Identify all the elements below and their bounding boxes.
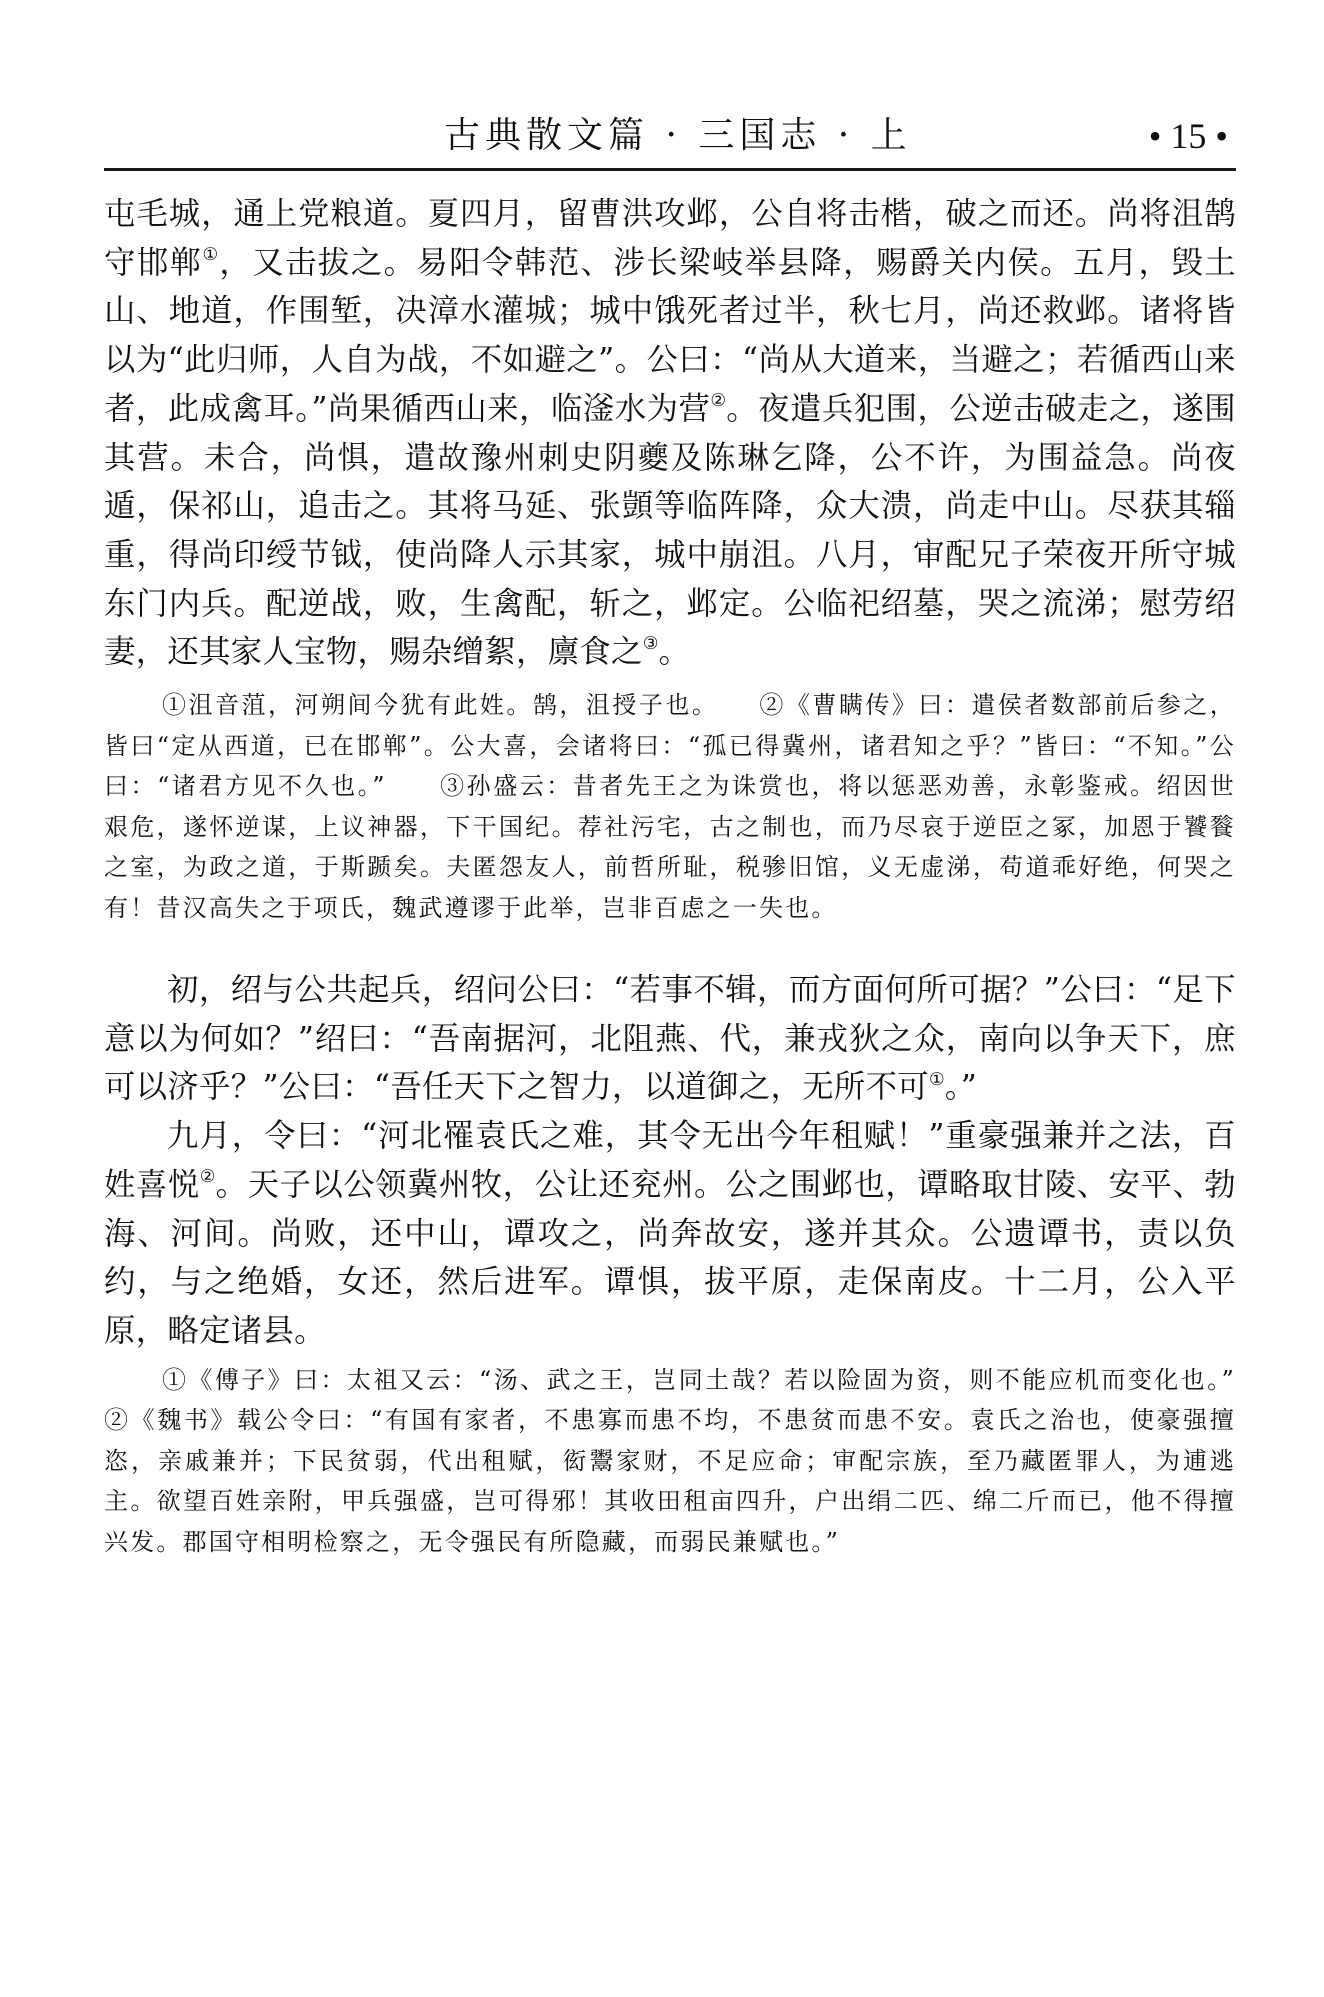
annotation-3: ③孙盛云：昔者先王之为诛赏也，将以惩恶劝善，永彰鉴戒。绍因世艰危，遂怀逆谋，上议神器，下干国纪。荐社污宅，古之制也，而乃尽哀于逆臣之冢，加恩于饕餮之室，为政之道，于斯踬矣。夫匿怨友人，前哲所耻，税骖旧馆，义无虚涕，苟道乖好绝，何哭之有！昔汉高失之于项氏，魏武遵谬于此举，岂非百虑之一失也。 (104, 772, 1236, 922)
spacer (104, 677, 1236, 685)
main-paragraph-2-text-b: 。” (944, 1069, 978, 1106)
main-paragraph-1-text-a: 屯毛城，通上党粮道。夏四月，留曹洪攻邺，公自将击楷，破之而还。尚将沮鹄守邯郸 (104, 196, 1236, 281)
footnote-marker-2: ② (710, 390, 727, 411)
main-paragraph-3-text-a: 九月，令曰：“河北罹袁氏之难，其令无出今年租赋！”重豪强兼并之法，百姓喜悦 (104, 1118, 1236, 1203)
main-paragraph-2 (104, 966, 1236, 1112)
section-spacer (104, 928, 1236, 966)
page-body (104, 190, 1236, 1562)
annotation-1: ①沮音菹，河朔间今犹有此姓。鹄，沮授子也。 (162, 691, 707, 720)
running-header (104, 108, 1236, 172)
footnote-marker-2b: ② (199, 1166, 216, 1187)
running-header-title: 古典散文篇 · 三国志 · 上 (444, 115, 912, 156)
main-paragraph-1-text-c: 。夜遣兵犯围，公逆击破走之，遂围其营。未合，尚惧，遣故豫州刺史阴夔及陈琳乞降，公不许，为围益急。尚夜遁，保祁山，追击之。其将马延、张顗等临阵降，众大溃，尚走中山。尽获其辎重，得尚印绶节钺，使尚降人示其家，城中崩沮。八月，审配兄子荣夜开所守城东门内兵。配逆战，败，生禽配，斩之，邺定。公临祀绍墓，哭之流涕；慰劳绍妻，还其家人宝物，赐杂缯絮，廪食之 (104, 390, 1236, 671)
main-paragraph-1-text-d: 。 (658, 634, 691, 671)
annotation-2: ②《曹瞒传》曰：遣侯者数部前后参之，皆曰“定从西道，已在邯郸”。公大喜，会诸将曰：“孤已得冀州，诸君知之乎？”皆曰：“不知。”公曰：“诸君方见不久也。” (104, 691, 1236, 801)
footnote-marker-1b: ① (928, 1069, 945, 1090)
annotation-block-1 (104, 685, 1236, 928)
main-paragraph-3-text-b: 。天子以公领冀州牧，公让还兖州。公之围邺也，谭略取甘陵、安平、勃海、河间。尚败，还中山，谭攻之，尚奔故安，遂并其众。公遗谭书，责以负约，与之绝婚，女还，然后进军。谭惧，拔平原，走保南皮。十二月，公入平原，略定诸县。 (104, 1166, 1237, 1349)
annotation-block-2 (104, 1360, 1236, 1563)
main-paragraph-1 (104, 190, 1236, 677)
annotation-4: ①《傅子》曰：太祖又云：“汤、武之王，岂同土哉？若以险固为资，则不能应机而变化也。” (162, 1365, 1236, 1394)
page-number: • 15 • (1148, 116, 1228, 156)
main-paragraph-2-text-a: 初，绍与公共起兵，绍问公曰：“若事不辑，而方面何所可据？”公曰：“足下意以为何如？”绍曰：“吾南据河，北阻燕、代，兼戎狄之众，南向以争天下，庶可以济乎？”公曰：“吾任天下之智力，以道御之，无所不可 (104, 972, 1236, 1106)
main-paragraph-3 (104, 1112, 1236, 1356)
footnote-marker-1: ① (202, 244, 220, 265)
main-paragraph-1-text-b: ，又击拔之。易阳令韩范、涉长梁岐举县降，赐爵关内侯。五月，毁土山、地道，作围堑，决漳水灌城；城中饿死者过半，秋七月，尚还救邺。诸将皆以为“此归师，人自为战，不如避之”。公曰：“尚从大道来，当避之；若循西山来者，此成禽耳。”尚果循西山来，临滏水为营 (104, 244, 1236, 427)
footnote-marker-3: ③ (642, 634, 659, 655)
annotation-5: ②《魏书》载公令曰：“有国有家者，不患寡而患不均，不患贫而患不安。袁氏之治也，使豪强擅恣，亲戚兼并；下民贫弱，代出租赋，衒鬻家财，不足应命；审配宗族，至乃藏匿罪人，为逋逃主。欲望百姓亲附，甲兵强盛，岂可得邪！其收田租亩四升，户出绢二匹、绵二斤而已，他不得擅兴发。郡国守相明检察之，无令强民有所隐藏，而弱民兼赋也。” (104, 1406, 1236, 1556)
header-rule (104, 168, 1236, 171)
